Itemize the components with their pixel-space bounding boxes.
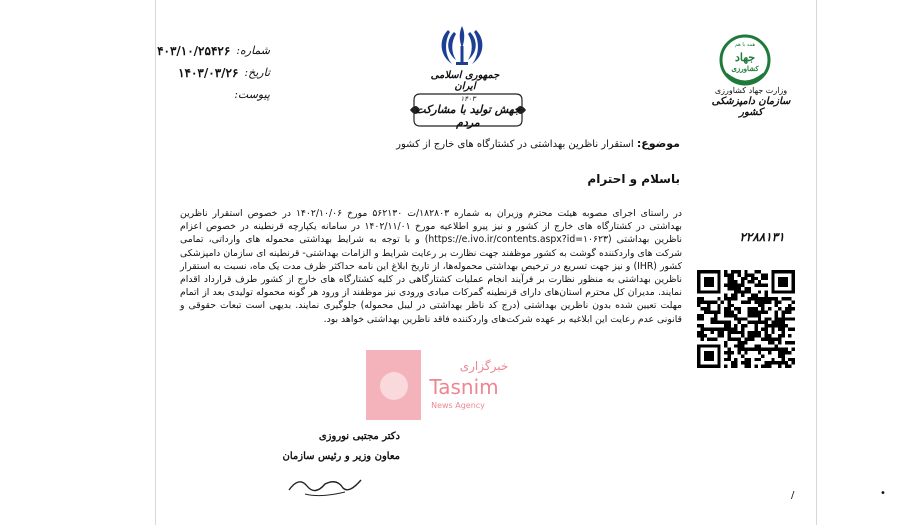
logo-main-text: جهاد [734,51,756,64]
side-reference-number: ۲۲۸۸۱۳۱ [739,230,785,244]
logo-sub-text: کشاورزی [731,64,759,73]
margin-mark: • [880,488,886,499]
body-paragraph: در راستای اجرای مصوبه هیئت محترم وزیران به شماره ۱۸۲۸۰۳/ت ۵۶۲۱۳۰ مورخ ۱۴۰۲/۱۰/۰۶ در خصوص استقرار ناظرین بهداشتی در کشتارگاه های خارج از کشور و نیز پیرو اطلاعیه مورخ ۱۴۰۲/۱۱/۰۱ در سامانه یکپارچه قرنطینه در خصوص اعزام ناظرین بهداشتی (https://e.ivo.ir/contents.aspx?id=۱۰۶۲۳) و با توجه به شرایط بهداشتی محموله های وارداتی، تمامی شرکت های واردکننده گوشت به کشور موظفند جهت نظارت بر رعایت شرایط و الزامات بهداشتی- قرنطینه ای سازمان دامپزشکی کشور (IHR) و نیز جهت تسریع در ترخیص بهداشتی محموله‌ها، از تاریخ ابلاغ این نامه حداکثر ظرف مدت یک ماه، نسبت به استقرار ناظرین بهداشتی به منظور نظارت بر فرآیند انجام عملیات کشتارگاهی در کلیه کشتارگاه های خارج از کشور طرف قرارداد اقدام نمایند. مدیران کل محترم استان‌های دارای قرنطینه گمرکات مبادی ورودی نیز موظفند از ورود هر گونه محموله تولیدی بعد از اتمام مهلت تعیین شده بدون ناظرین بهداشتی (درج کد ناظر بهداشتی در لیبل محموله) جلوگیری نمایند. بدیهی است تبعات حقوقی و قانونی عدم رعایت این ابلاغیه بر عهده شرکت‌های واردکننده فاقد ناظرین بهداشتی خواهد بود. [180,208,683,325]
margin-mark: / [791,490,795,501]
ministry-name: وزارت جهاد کشاورزی [714,86,788,95]
number-value: ۴۰۳/۱۰/۲۵۴۲۶ [157,44,231,58]
number-label: شماره: [236,44,270,57]
logo-caption [706,85,796,118]
watermark-sub: News Agency [431,401,485,410]
attachment-label: پیوست: [234,88,270,101]
letter-meta [150,40,270,106]
tasnim-watermark [366,350,536,420]
signatory-name: دکتر مجتبی نوروزی [318,431,400,442]
slogan-text: جهش تولید با مشارکت مردم [415,103,521,129]
handwritten-signature [285,470,365,500]
subject-label: موضوع: [636,137,680,150]
organization-name: سازمان دامپزشکی کشور [711,96,791,118]
subject-line [300,137,680,150]
watermark-fa: خبرگزاری [459,359,509,373]
page-edge-right [816,0,817,525]
year-mark: ۱۴۰۳ [460,95,476,103]
greeting: باسلام و احترام [587,172,680,186]
qr-code [697,270,795,368]
letter-body [180,207,682,326]
signatory-block [260,427,400,467]
emblem-caption: جمهوری اسلامی ایران [430,70,500,92]
watermark-en: Tasnim [429,375,499,399]
date-label: تاریخ: [244,66,270,79]
subject-text: استقرار ناظرین بهداشتی در کشتارگاه های خارج از کشور [396,139,634,150]
logo-top-text: همه با هم [734,42,756,48]
date-value: ۱۴۰۳/۰۳/۲۶ [178,66,239,80]
signatory-title: معاون وزیر و رئیس سازمان [282,451,400,462]
iran-emblem-icon [432,22,492,70]
